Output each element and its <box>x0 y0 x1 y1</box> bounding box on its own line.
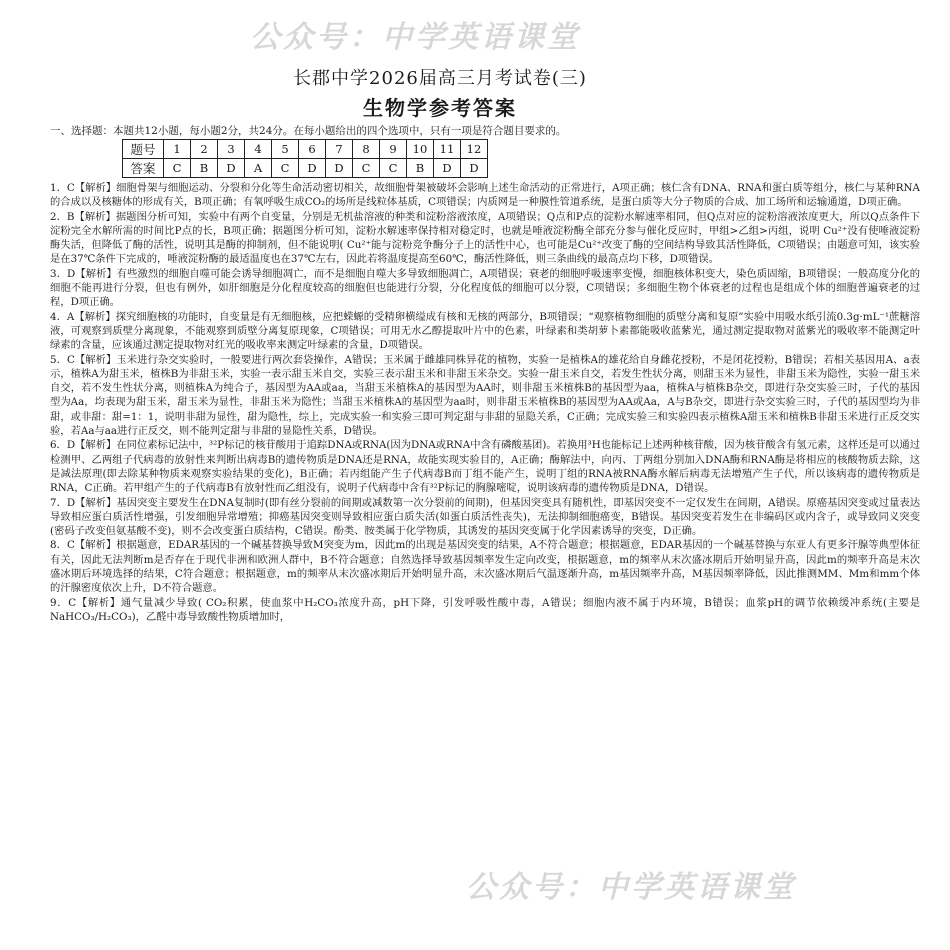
number-row-label: 题号 <box>123 140 164 159</box>
answer-cell: B <box>191 159 218 178</box>
exam-title: 长郡中学2026届高三月考试卷(三) <box>293 68 587 89</box>
answer-cell: D <box>434 159 461 178</box>
explanation-item: 6．D【解析】在同位素标记法中，³²P标记的核苷酸用于追踪DNA或RNA(因为DNA或RNA中含有磷酸基团)。若换用³H也能标记上述两种核苷酸，因为核苷酸含有氢元素，这样还是可以通过检测甲、乙两组子代病毒的放射性来判断出病毒B的遗传物质是DNA还是RNA，故能实现实验目的，A正确；酶解法中，向丙、丁两组分别加入DNA酶和RNA酶是将相应的核酸物质去除，这是减法原理(即去除某种物质来观察实验结果的变化)，B正确；若丙组能产生子代病毒B而丁组不能产生，说明丁组的RNA被RNA酶水解后病毒无法增殖产生子代，所以该病毒的遗传物质是RNA，C正确。若甲组产生的子代病毒B有放射性而乙组没有，说明子代病毒中含有³²P标记的胸腺嘧啶，说明该病毒的遗传物质是DNA，D错误。 <box>50 439 920 495</box>
explanation-list <box>50 181 920 624</box>
answer-key-subtitle: 生物学参考答案 <box>363 96 517 120</box>
question-number: 9 <box>380 140 407 159</box>
explanation-item: 9．C【解析】通气量减少导致( CO₂积累，使血浆中H₂CO₃浓度升高，pH下降，引发呼吸性酸中毒，A错误；细胞内液不属于内环境，B错误；血浆pH的调节依赖缓冲系统(主要是NaHCO₃/H₂CO₃)，乙醛中毒导致酸性物质增加时， <box>50 596 920 623</box>
question-number: 4 <box>245 140 272 159</box>
explanation-item: 3．D【解析】有些激烈的细胞自噬可能会诱导细胞凋亡，而不是细胞自噬大多导致细胞凋亡，A项错误；衰老的细胞呼吸速率变慢，细胞核体积变大，染色质固缩，B项错误；一般高度分化的细胞不能再进行分裂，但也有例外，如肝细胞是分化程度较高的细胞但也能进行分裂，分化程度低的细胞可以分裂，C项错误；多细胞生物个体衰老的过程也是组成个体的细胞普遍衰老的过程，D项正确。 <box>50 267 920 309</box>
explanation-item: 2．B【解析】据题图分析可知，实验中有两个自变量，分别是无机盐溶液的种类和淀粉溶液浓度，A项错误；Q点和P点的淀粉水解速率相同，但Q点对应的淀粉溶液浓度更大，所以Q点条件下淀粉完全水解所需的时间比P点的长，B项正确；据题图分析可知，淀粉水解速率保持相对稳定时，也就是唾液淀粉酶全部充分参与催化反应时，甲组>乙组>丙组，说明 Cu²⁺没有使唾液淀粉酶失活，但降低了酶的活性，说明其是酶的抑制剂，但不能说明( Cu²⁺能与淀粉竞争酶分子上的活性中心，也可能是Cu²⁺改变了酶的空间结构导致其活性降低，C项错误；由题意可知，该实验是在37℃条件下完成的，唾液淀粉酶的最适温度也在37℃左右，因此若将温度提高至60℃，酶活性降低，则三条曲线的最高点均下移，D项错误。 <box>50 210 920 266</box>
answer-cell: D <box>299 159 326 178</box>
explanation-item: 4．A【解析】探究细胞核的功能时，自变量是有无细胞核，应把蝾螈的受精卵横缢成有核和无核的两部分，B项错误；“观察植物细胞的质壁分离和复原”实验中用吸水纸引流0.3g·mL⁻¹蔗糖溶液，可观察到质壁分离现象，不能观察到质壁分离复原现象，C项错误；可用无水乙醇提取叶片中的色素，叶绿素和类胡萝卜素都能吸收蓝紫光，通过测定提取物对蓝紫光的吸收率不能测定叶绿素的含量，应该通过测定提取物对红光的吸收率来测定叶绿素的含量，D项错误。 <box>50 310 920 352</box>
answer-cell: C <box>380 159 407 178</box>
answer-cell: A <box>245 159 272 178</box>
explanation-item: 8．C【解析】根据题意，EDAR基因的一个碱基替换导致M突变为m，因此m的出现是基因突变的结果，A不符合题意；根据题意，EDAR基因的一个碱基替换与东亚人有更多汗腺等典型体征有关，因此无法判断m是否存在于现代非洲和欧洲人群中，B不符合题意；自然选择导致基因频率发生定向改变，根据题意，m的频率从末次盛冰期后开始明显升高，因此m的频率升高是末次盛冰期后环境选择的结果，C符合题意；根据题意，m的频率从末次盛冰期后开始明显升高，末次盛冰期后气温逐渐升高，m基因频率升高，M基因频率降低，因此推测MM、Mm和mm个体的汗腺密度依次上升，D不符合题意。 <box>50 539 920 595</box>
answer-cell: D <box>461 159 488 178</box>
answer-cell: C <box>353 159 380 178</box>
explanation-item: 5．C【解析】玉米进行杂交实验时，一般要进行两次套袋操作，A错误；玉米属于雌雄同株异花的植物，实验一是植株A的雄花给自身雌花授粉，不是闭花授粉，B错误；若相关基因用A、a表示，植株A为甜玉米，植株B为非甜玉米，实验一表示甜玉米自交，实验三表示甜玉米和非甜玉米杂交。实验一甜玉米自交，若发生性状分离，则甜玉米为显性，非甜玉米为隐性，实验一甜玉米自交，若不发生性状分离，则植株A为纯合子，基因型为AA或aa，当甜玉米植株A的基因型为AA时，则非甜玉米植株B的基因型为aa，植株A与植株B杂交，即进行杂交实验三时，子代的基因型为Aa，均表现为甜玉米，甜玉米为显性，非甜玉米为隐性；当甜玉米植株A的基因型为aa时，则非甜玉米植株B的基因型为AA或Aa，A与B杂交，即进行杂交实验三时，子代的基因型均为非甜，或非甜：甜=1：1，说明非甜为显性，甜为隐性，综上，完成实验一和实验三即可判定甜与非甜的显隐关系，C正确；完成实验三和实验四表示植株A甜玉米和植株B非甜玉米进行正反交实验，若Aa与aa进行正反交，则不能判定甜与非甜的显隐性关系，D错误。 <box>50 353 920 438</box>
watermark-top: 公众号：中学英语课堂 <box>250 20 580 55</box>
answer-cell: C <box>164 159 191 178</box>
question-number: 3 <box>218 140 245 159</box>
answer-table-answer-row <box>123 159 488 178</box>
explanation-item: 1．C【解析】细胞骨架与细胞运动、分裂和分化等生命活动密切相关，故细胞骨架被破坏会影响上述生命活动的正常进行，A项正确；核仁含有DNA、RNA和蛋白质等组分，核仁与某种RNA的合成以及核糖体的形成有关，B项正确；有氧呼吸生成CO₂的场所是线粒体基质，C项错误；内质网是一种膜性管道系统，是蛋白质等大分子物质的合成、加工场所和运输通道，D项正确。 <box>50 182 920 209</box>
question-number: 2 <box>191 140 218 159</box>
question-number: 5 <box>272 140 299 159</box>
answer-row-label: 答案 <box>123 159 164 178</box>
question-number: 8 <box>353 140 380 159</box>
question-number: 11 <box>434 140 461 159</box>
answer-table-number-row <box>123 140 488 159</box>
answer-table <box>122 139 488 178</box>
answer-cell: D <box>218 159 245 178</box>
question-number: 12 <box>461 140 488 159</box>
watermark-bottom: 公众号：中学英语课堂 <box>466 870 796 905</box>
answer-cell: D <box>326 159 353 178</box>
question-number: 7 <box>326 140 353 159</box>
section-intro: 一、选择题：本题共12小题，每小题2分，共24分。在每小题给出的四个选项中，只有一项是符合题目要求的。 <box>50 125 567 137</box>
explanation-item: 7．D【解析】基因突变主要发生在DNA复制时(即有丝分裂前的间期或减数第一次分裂前的间期)，但基因突变具有随机性，即基因突变不一定仅发生在间期，A错误。原癌基因突变或过量表达导致相应蛋白质活性增强，引发细胞异常增殖；抑癌基因突变则导致相应蛋白质失活(如蛋白质活性丧失)，无法抑制细胞癌变，B错误。基因突变若发生在非编码区或内含子，或导致同义突变(密码子改变但氨基酸不变)，则不会改变蛋白质结构，C错误。酚类、胺类属于化学物质，其诱发的基因突变属于化学因素诱导的突变，D正确。 <box>50 496 920 538</box>
answer-cell: B <box>407 159 434 178</box>
question-number: 6 <box>299 140 326 159</box>
answer-cell: C <box>272 159 299 178</box>
question-number: 10 <box>407 140 434 159</box>
question-number: 1 <box>164 140 191 159</box>
